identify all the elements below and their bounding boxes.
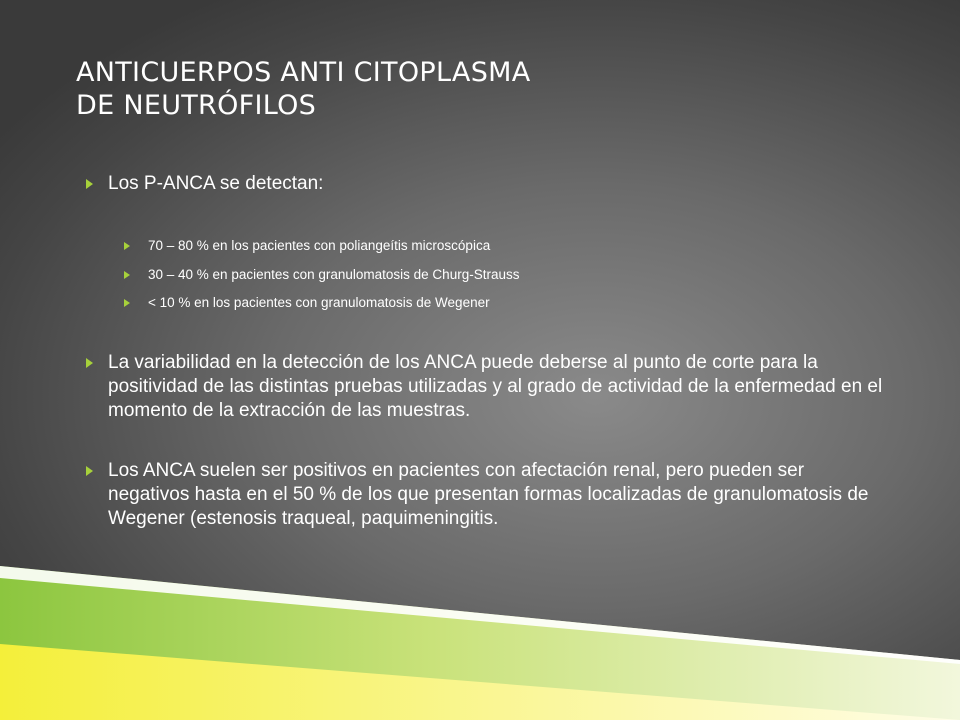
title-line-2: DE NEUTRÓFILOS [76, 90, 317, 121]
bullet-text: La variabilidad en la detección de los ANCA puede deberse al punto de corte para la positividad de las distintas pruebas utilizadas y al grado de actividad de la enfermedad en el momento de la extracción de las muestras. [108, 352, 883, 421]
sub-bullet-text: 30 – 40 % en pacientes con granulomatosis de Churg-Strauss [148, 267, 520, 282]
title-line-1: ANTICUERPOS ANTI CITOPLASMA [76, 57, 531, 88]
sub-bullet-text: 70 – 80 % en los pacientes con poliangeítis microscópica [148, 238, 491, 253]
bullet-text: Los ANCA suelen ser positivos en pacientes con afectación renal, pero pueden ser negativos hasta en el 50 % de los que presentan formas localizadas de granulomatosis de Wegener (estenosis traqueal, paquimeningitis. [108, 460, 869, 529]
sub-bullet-text: < 10 % en los pacientes con granulomatosis de Wegener [148, 295, 490, 310]
bullet-text: Los P-ANCA se detectan: [108, 173, 324, 194]
